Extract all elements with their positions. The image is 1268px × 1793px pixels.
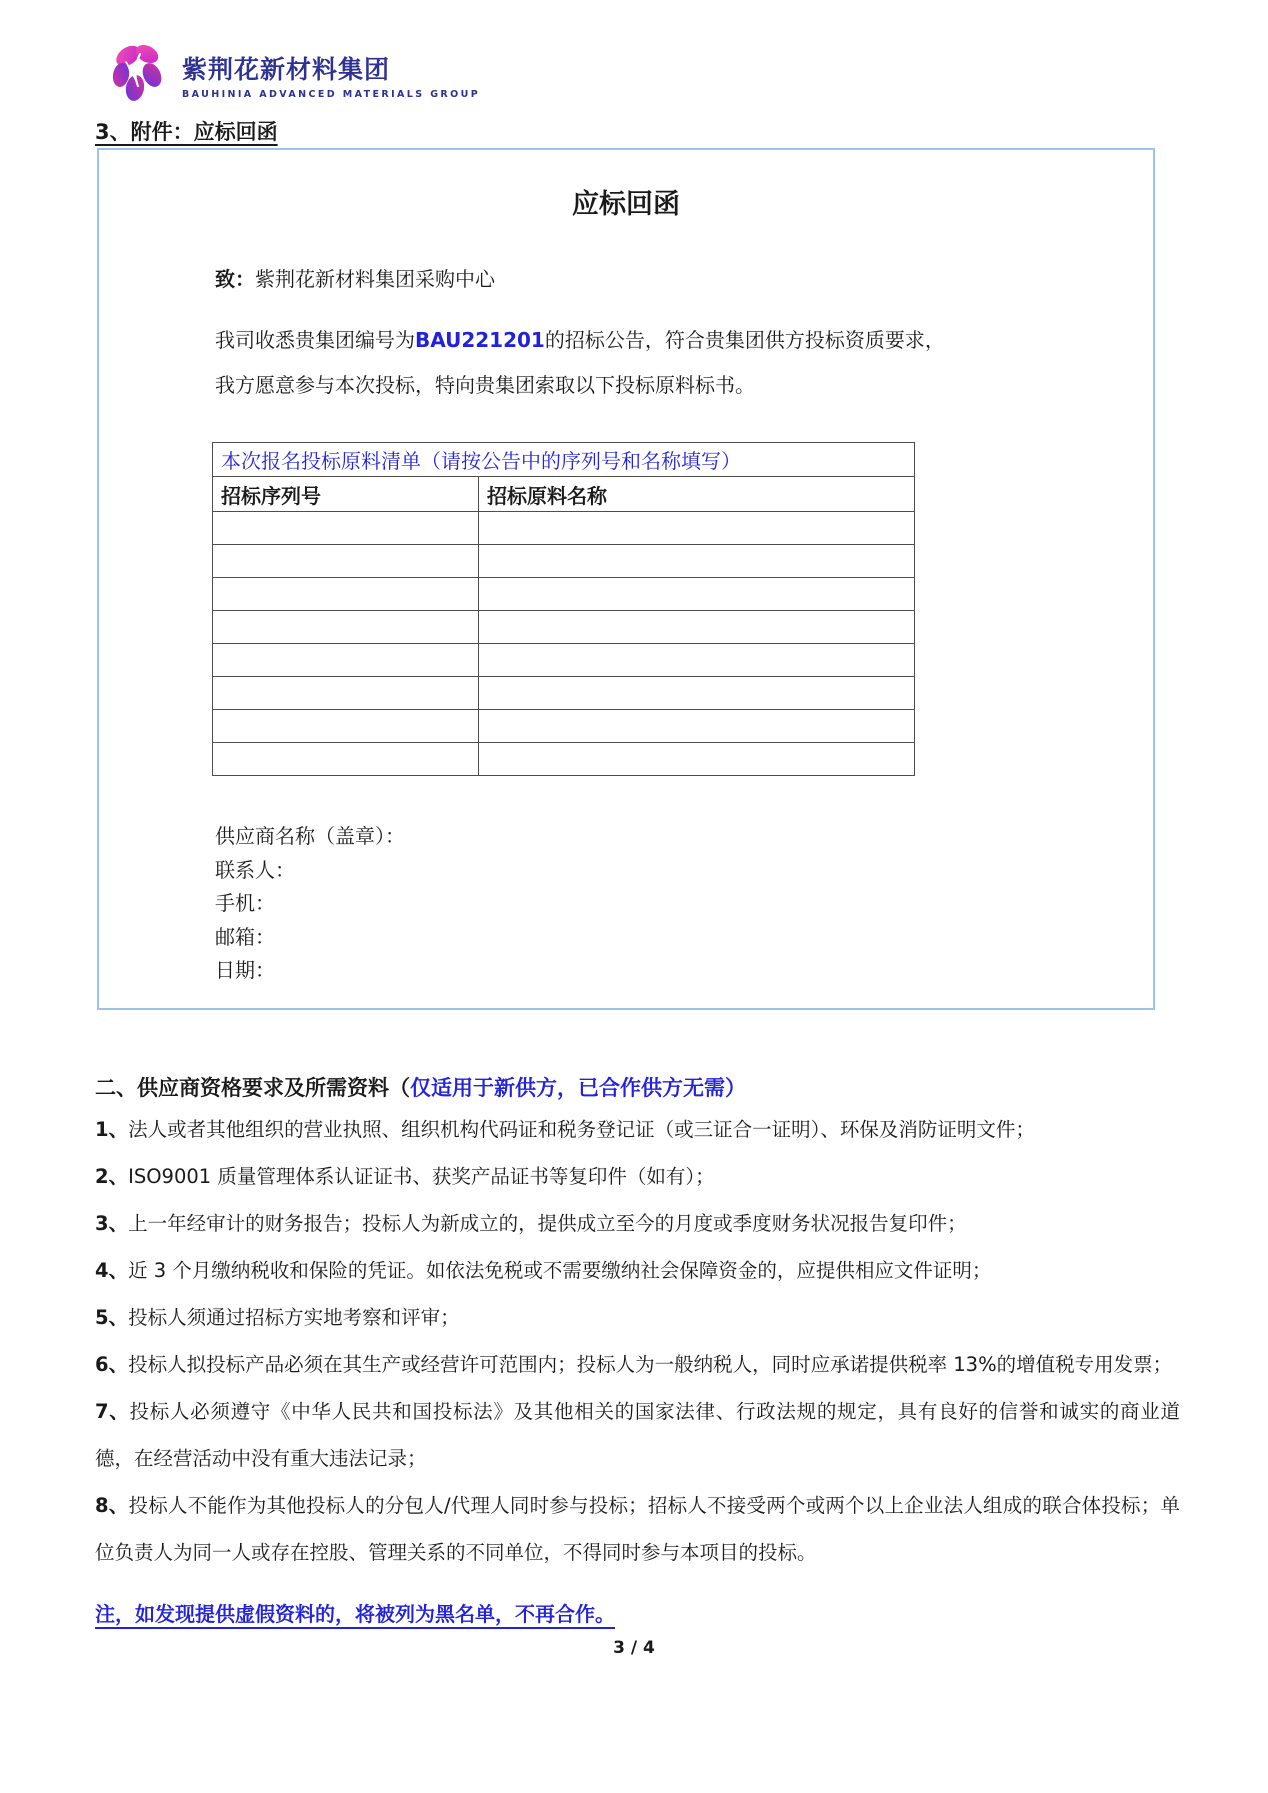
materials-table <box>212 442 915 776</box>
requirement-item-8: 8、投标人不能作为其他投标人的分包人/代理人同时参与投标；招标人不接受两个或两个以上企业法人组成的联合体投标；单位负责人为同一人或存在控股、管理关系的不同单位，不得同时参与本项目的投标。 <box>95 1494 1180 1564</box>
material-name-cell <box>479 611 915 644</box>
section2-heading-black: 二、供应商资格要求及所需资料（ <box>95 1076 410 1100</box>
serial-cell <box>213 710 479 743</box>
body-line2: 我方愿意参与本次投标，特向贵集团索取以下投标原料标书。 <box>215 373 755 397</box>
empty-row <box>213 512 915 545</box>
table-header-row <box>213 477 915 512</box>
material-name-cell <box>479 578 915 611</box>
serial-cell <box>213 611 479 644</box>
tender-code: BAU221201 <box>415 328 545 352</box>
field-contact: 联系人： <box>215 857 295 882</box>
company-name-en: BAUHINIA ADVANCED MATERIALS GROUP <box>182 89 481 100</box>
bauhinia-flower-logo-icon <box>108 42 170 108</box>
material-name-cell <box>479 677 915 710</box>
empty-row <box>213 578 915 611</box>
serial-cell <box>213 512 479 545</box>
column-header-material: 招标原料名称 <box>479 477 915 512</box>
empty-row <box>213 710 915 743</box>
attachment-heading: 3、附件：应标回函 <box>95 120 278 144</box>
serial-cell <box>213 743 479 776</box>
empty-row <box>213 611 915 644</box>
signer-fields <box>215 820 1153 988</box>
serial-cell <box>213 545 479 578</box>
material-name-cell <box>479 512 915 545</box>
field-date: 日期： <box>215 958 275 982</box>
requirement-item-5: 5、投标人须通过招标方实地考察和评审； <box>95 1306 460 1329</box>
body-line1-suffix: 的招标公告，符合贵集团供方投标资质要求， <box>544 328 945 352</box>
serial-cell <box>213 677 479 710</box>
requirement-item-3: 3、上一年经审计的财务报告；投标人为新成立的，提供成立至今的月度或季度财务状况报告复印件； <box>95 1212 967 1235</box>
blacklist-note: 注，如发现提供虚假资料的，将被列为黑名单，不再合作。 <box>95 1602 615 1626</box>
page-number: 3 / 4 <box>613 1638 655 1658</box>
field-mobile: 手机： <box>215 891 275 915</box>
section2-heading <box>95 1072 746 1102</box>
requirement-list <box>95 1106 1180 1576</box>
empty-row <box>213 743 915 776</box>
requirement-item-4: 4、近 3 个月缴纳税收和保险的凭证。如依法免税或不需要缴纳社会保障资金的，应提供相应文件证明； <box>95 1259 992 1282</box>
reply-form-title: 应标回函 <box>572 189 680 220</box>
field-email: 邮箱： <box>215 924 275 949</box>
material-name-cell <box>479 710 915 743</box>
empty-row <box>213 545 915 578</box>
section2-heading-blue: 仅适用于新供方，已合作供方无需） <box>410 1076 746 1100</box>
addressee-value: 紫荆花新材料集团采购中心 <box>255 267 495 291</box>
requirement-item-2: 2、ISO9001 质量管理体系认证证书、获奖产品证书等复印件（如有）； <box>95 1165 715 1188</box>
empty-row <box>213 677 915 710</box>
logo-text <box>182 50 480 100</box>
table-caption: 本次报名投标原料清单（请按公告中的序列号和名称填写） <box>213 443 915 477</box>
serial-cell <box>213 644 479 677</box>
requirement-item-6: 6、投标人拟投标产品必须在其生产或经营许可范围内；投标人为一般纳税人，同时应承诺提供税率 13%的增值税专用发票； <box>95 1353 1173 1376</box>
table-caption-row <box>213 443 915 477</box>
company-name-cn: 紫荆花新材料集团 <box>182 55 391 84</box>
materials-table-body <box>213 443 915 776</box>
material-name-cell <box>479 743 915 776</box>
reply-body-paragraph <box>215 318 1035 408</box>
column-header-serial: 招标序列号 <box>213 477 479 512</box>
company-logo <box>108 42 480 108</box>
reply-form-box <box>97 148 1155 1010</box>
material-name-cell <box>479 644 915 677</box>
serial-cell <box>213 578 479 611</box>
requirement-item-7: 7、投标人必须遵守《中华人民共和国投标法》及其他相关的国家法律、行政法规的规定，具有良好的信誉和诚实的商业道德，在经营活动中没有重大违法记录； <box>95 1400 1180 1470</box>
requirement-item-1: 1、法人或者其他组织的营业执照、组织机构代码证和税务登记证（或三证合一证明）、环保及消防证明文件； <box>95 1118 1035 1141</box>
body-line1-prefix: 我司收悉贵集团编号为 <box>215 328 415 352</box>
addressee-label: 致： <box>215 267 255 291</box>
material-name-cell <box>479 545 915 578</box>
empty-row <box>213 644 915 677</box>
field-supplier-name: 供应商名称（盖章）： <box>215 824 405 848</box>
addressee-line <box>215 263 1153 292</box>
